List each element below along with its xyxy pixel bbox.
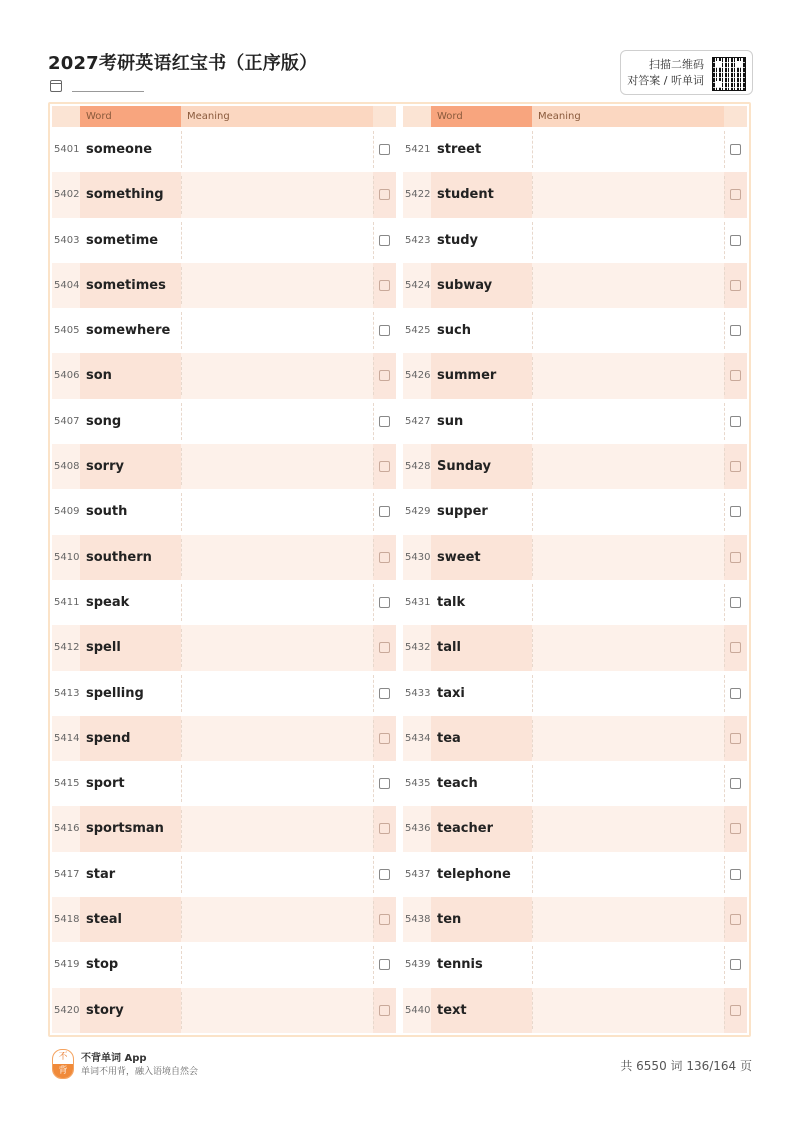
header-meaning-cell: [532, 106, 724, 127]
checkbox[interactable]: [730, 506, 741, 517]
table-row: [403, 444, 747, 489]
divider: [532, 720, 533, 757]
divider: [724, 810, 725, 847]
table-row: [403, 988, 747, 1033]
checkbox[interactable]: [730, 778, 741, 789]
word-number: 5410: [54, 551, 80, 563]
table-row: [403, 353, 747, 398]
checkbox[interactable]: [730, 914, 741, 925]
word-text: story: [86, 1002, 124, 1018]
divider: [724, 403, 725, 440]
checkbox[interactable]: [379, 552, 390, 563]
word-number: 5411: [54, 596, 80, 608]
divider: [724, 539, 725, 576]
header-word-label: Word: [437, 111, 463, 122]
word-text: sometimes: [86, 277, 166, 293]
divider: [373, 584, 374, 621]
word-number: 5432: [405, 642, 431, 654]
header-meaning-label: Meaning: [187, 111, 230, 122]
word-text: speak: [86, 594, 130, 610]
divider: [532, 357, 533, 394]
checkbox[interactable]: [379, 189, 390, 200]
table-row: [52, 218, 396, 263]
checkbox[interactable]: [379, 869, 390, 880]
word-text: sometime: [86, 232, 159, 248]
word-number: 5437: [405, 868, 431, 880]
word-number: 5422: [405, 189, 431, 201]
word-text: teacher: [437, 821, 493, 837]
app-slogan: 单词不用背，融入语境自然会: [81, 1067, 199, 1077]
header-num-cell: [403, 106, 431, 127]
divider: [724, 856, 725, 893]
divider: [532, 992, 533, 1029]
checkbox[interactable]: [379, 642, 390, 653]
word-number: 5405: [54, 325, 80, 337]
word-number: 5418: [54, 914, 80, 926]
table-row: [52, 625, 396, 670]
word-number: 5404: [54, 279, 80, 291]
table-row: [403, 806, 747, 851]
checkbox[interactable]: [379, 235, 390, 246]
word-number: 5431: [405, 596, 431, 608]
word-text: such: [437, 323, 471, 339]
divider: [373, 403, 374, 440]
divider: [181, 267, 182, 304]
word-text: talk: [437, 594, 466, 610]
table-header: [403, 106, 747, 127]
table-row: [52, 444, 396, 489]
word-number: 5406: [54, 370, 80, 382]
divider: [724, 720, 725, 757]
divider: [373, 629, 374, 666]
divider: [373, 810, 374, 847]
table-row: [403, 308, 747, 353]
word-number: 5412: [54, 642, 80, 654]
word-number: 5435: [405, 778, 431, 790]
word-number: 5438: [405, 914, 431, 926]
table-row: [52, 308, 396, 353]
word-text: supper: [437, 504, 488, 520]
word-number: 5421: [405, 144, 431, 155]
word-text: stop: [86, 957, 119, 973]
table-row: [403, 535, 747, 580]
table-row: [52, 761, 396, 806]
divider: [373, 539, 374, 576]
word-number: 5401: [54, 144, 80, 155]
word-number: 5440: [405, 1004, 431, 1016]
table-row: [52, 897, 396, 942]
divider: [373, 901, 374, 938]
divider: [724, 946, 725, 983]
word-number: 5428: [405, 461, 431, 473]
divider: [724, 176, 725, 213]
logo-bottom-char: 背: [53, 1064, 73, 1078]
word-text: study: [437, 232, 478, 248]
checkbox[interactable]: [379, 416, 390, 427]
word-text: song: [86, 413, 122, 429]
checkbox[interactable]: [730, 280, 741, 291]
word-number: 5416: [54, 823, 80, 835]
divider: [181, 810, 182, 847]
divider: [373, 267, 374, 304]
word-text: someone: [86, 142, 153, 157]
checkbox[interactable]: [730, 144, 741, 155]
checkbox[interactable]: [730, 416, 741, 427]
table-row: [52, 172, 396, 217]
table-row: [403, 489, 747, 534]
word-text: text: [437, 1002, 467, 1018]
checkbox[interactable]: [730, 597, 741, 608]
divider: [532, 176, 533, 213]
checkbox[interactable]: [730, 642, 741, 653]
divider: [532, 629, 533, 666]
divider: [532, 901, 533, 938]
qr-caption-line1: 扫描二维码: [649, 58, 704, 71]
word-text: steal: [86, 912, 122, 928]
table-row: [403, 716, 747, 761]
word-number: 5427: [405, 415, 431, 427]
word-text: summer: [437, 368, 497, 384]
word-number: 5407: [54, 415, 80, 427]
word-text: sorry: [86, 459, 124, 475]
table-row: [52, 942, 396, 987]
word-text: taxi: [437, 685, 465, 701]
divider: [724, 629, 725, 666]
divider: [181, 176, 182, 213]
table-row: [403, 172, 747, 217]
divider: [373, 765, 374, 802]
checkbox[interactable]: [730, 461, 741, 472]
table-row: [52, 806, 396, 851]
divider: [724, 312, 725, 349]
table-row: [52, 988, 396, 1033]
checkbox[interactable]: [730, 688, 741, 699]
word-text: tennis: [437, 957, 483, 973]
divider: [181, 403, 182, 440]
word-text: southern: [86, 549, 152, 565]
divider: [532, 539, 533, 576]
table-row: [52, 852, 396, 897]
divider: [181, 946, 182, 983]
divider: [181, 357, 182, 394]
checkbox[interactable]: [730, 869, 741, 880]
word-number: 5413: [54, 687, 80, 699]
header-meaning-label: Meaning: [538, 111, 581, 122]
checkbox[interactable]: [730, 959, 741, 970]
divider: [724, 131, 725, 168]
checkbox[interactable]: [730, 325, 741, 336]
checkbox[interactable]: [730, 552, 741, 563]
header-check-cell: [373, 106, 396, 127]
checkbox[interactable]: [379, 733, 390, 744]
table-row: [403, 852, 747, 897]
word-number: 5430: [405, 551, 431, 563]
divider: [181, 901, 182, 938]
divider: [724, 267, 725, 304]
checkbox[interactable]: [379, 778, 390, 789]
header-check-cell: [724, 106, 747, 127]
word-text: spelling: [86, 685, 144, 701]
word-text: son: [86, 368, 112, 384]
divider: [181, 222, 182, 259]
divider: [181, 675, 182, 712]
word-text: spend: [86, 730, 131, 746]
word-number: 5429: [405, 506, 431, 518]
word-text: spell: [86, 640, 121, 656]
checkbox[interactable]: [730, 823, 741, 834]
divider: [724, 493, 725, 530]
checkbox[interactable]: [730, 733, 741, 744]
word-text: telephone: [437, 866, 511, 882]
qr-caption: [627, 57, 704, 89]
qr-panel: [620, 50, 753, 95]
table-row: [52, 353, 396, 398]
header-word-label: Word: [86, 111, 112, 122]
word-number: 5420: [54, 1004, 80, 1016]
header-num-cell: [52, 106, 80, 127]
table-row: [403, 127, 747, 172]
checkbox[interactable]: [379, 280, 390, 291]
calendar-icon: [50, 80, 62, 92]
checkbox[interactable]: [379, 461, 390, 472]
checkbox[interactable]: [730, 189, 741, 200]
divider: [532, 222, 533, 259]
word-number: 5414: [54, 732, 80, 744]
divider: [532, 267, 533, 304]
word-column-left: [52, 106, 396, 1033]
divider: [532, 946, 533, 983]
divider: [532, 403, 533, 440]
table-row: [52, 489, 396, 534]
divider: [373, 312, 374, 349]
divider: [373, 992, 374, 1029]
divider: [181, 448, 182, 485]
word-number: 5415: [54, 778, 80, 790]
header-meaning-cell: [181, 106, 373, 127]
divider: [532, 448, 533, 485]
divider: [532, 584, 533, 621]
table-row: [403, 897, 747, 942]
divider: [373, 946, 374, 983]
word-text: sweet: [437, 549, 481, 565]
page-info: 共 6550 词 136/164 页: [620, 1059, 752, 1073]
qr-code-icon[interactable]: [712, 57, 746, 91]
word-text: sportsman: [86, 821, 164, 837]
word-number: 5419: [54, 959, 80, 971]
divider: [532, 493, 533, 530]
word-text: sun: [437, 413, 464, 429]
checkbox[interactable]: [730, 1005, 741, 1016]
checkbox[interactable]: [379, 597, 390, 608]
table-row: [52, 580, 396, 625]
date-blank-line: [72, 91, 144, 92]
divider: [373, 131, 374, 168]
word-number: 5423: [405, 234, 431, 246]
table-row: [403, 761, 747, 806]
word-text: somewhere: [86, 323, 171, 339]
divider: [181, 584, 182, 621]
table-row: [52, 716, 396, 761]
table-row: [52, 671, 396, 716]
word-text: Sunday: [437, 459, 492, 475]
divider: [532, 856, 533, 893]
divider: [373, 675, 374, 712]
word-number: 5408: [54, 461, 80, 473]
word-number: 5426: [405, 370, 431, 382]
table-row: [403, 218, 747, 263]
word-number: 5424: [405, 279, 431, 291]
divider: [373, 176, 374, 213]
divider: [373, 720, 374, 757]
divider: [532, 810, 533, 847]
word-text: student: [437, 187, 494, 203]
divider: [724, 765, 725, 802]
table-row: [52, 127, 396, 172]
divider: [181, 629, 182, 666]
word-text: street: [437, 142, 482, 157]
divider: [724, 992, 725, 1029]
checkbox[interactable]: [379, 1005, 390, 1016]
checkbox[interactable]: [379, 506, 390, 517]
table-header: [52, 106, 396, 127]
divider: [373, 856, 374, 893]
table-row: [52, 535, 396, 580]
table-row: [403, 671, 747, 716]
app-name: 不背单词 App: [81, 1053, 147, 1064]
word-text: subway: [437, 277, 493, 293]
divider: [724, 901, 725, 938]
table-row: [403, 580, 747, 625]
table-row: [403, 399, 747, 444]
table-row: [403, 263, 747, 308]
divider: [724, 222, 725, 259]
word-number: 5436: [405, 823, 431, 835]
logo-top-char: 不: [58, 1052, 68, 1062]
divider: [532, 131, 533, 168]
page-title: 2027考研英语红宝书（正序版）: [48, 53, 318, 74]
word-number: 5425: [405, 325, 431, 337]
qr-caption-line2: 对答案 / 听单词: [627, 74, 704, 87]
divider: [724, 584, 725, 621]
word-number: 5402: [54, 189, 80, 201]
divider: [724, 448, 725, 485]
word-number: 5434: [405, 732, 431, 744]
divider: [181, 856, 182, 893]
table-row: [403, 625, 747, 670]
header-word-cell: [431, 106, 532, 127]
divider: [181, 539, 182, 576]
checkbox[interactable]: [730, 370, 741, 381]
checkbox[interactable]: [379, 370, 390, 381]
word-number: 5409: [54, 506, 80, 518]
word-number: 5439: [405, 959, 431, 971]
divider: [181, 720, 182, 757]
app-logo: [52, 1049, 74, 1079]
divider: [532, 675, 533, 712]
divider: [373, 448, 374, 485]
divider: [532, 312, 533, 349]
table-row: [403, 942, 747, 987]
checkbox[interactable]: [379, 325, 390, 336]
divider: [181, 765, 182, 802]
table-row: [52, 263, 396, 308]
word-text: ten: [437, 912, 462, 928]
divider: [373, 222, 374, 259]
word-text: tall: [437, 640, 461, 656]
divider: [181, 312, 182, 349]
checkbox[interactable]: [730, 235, 741, 246]
checkbox[interactable]: [379, 959, 390, 970]
word-number: 5433: [405, 687, 431, 699]
word-text: sport: [86, 776, 125, 792]
checkbox[interactable]: [379, 914, 390, 925]
divider: [724, 675, 725, 712]
word-number: 5403: [54, 234, 80, 246]
divider: [373, 493, 374, 530]
checkbox[interactable]: [379, 823, 390, 834]
checkbox[interactable]: [379, 144, 390, 155]
word-text: teach: [437, 776, 478, 792]
date-field[interactable]: [50, 80, 62, 92]
divider: [724, 357, 725, 394]
checkbox[interactable]: [379, 688, 390, 699]
divider: [532, 765, 533, 802]
divider: [181, 493, 182, 530]
word-number: 5417: [54, 868, 80, 880]
word-text: tea: [437, 730, 461, 746]
divider: [373, 357, 374, 394]
word-text: south: [86, 504, 128, 520]
divider: [181, 992, 182, 1029]
word-text: star: [86, 866, 116, 882]
table-row: [52, 399, 396, 444]
divider: [181, 131, 182, 168]
word-column-right: [403, 106, 747, 1033]
header-word-cell: [80, 106, 181, 127]
word-text: something: [86, 187, 164, 203]
